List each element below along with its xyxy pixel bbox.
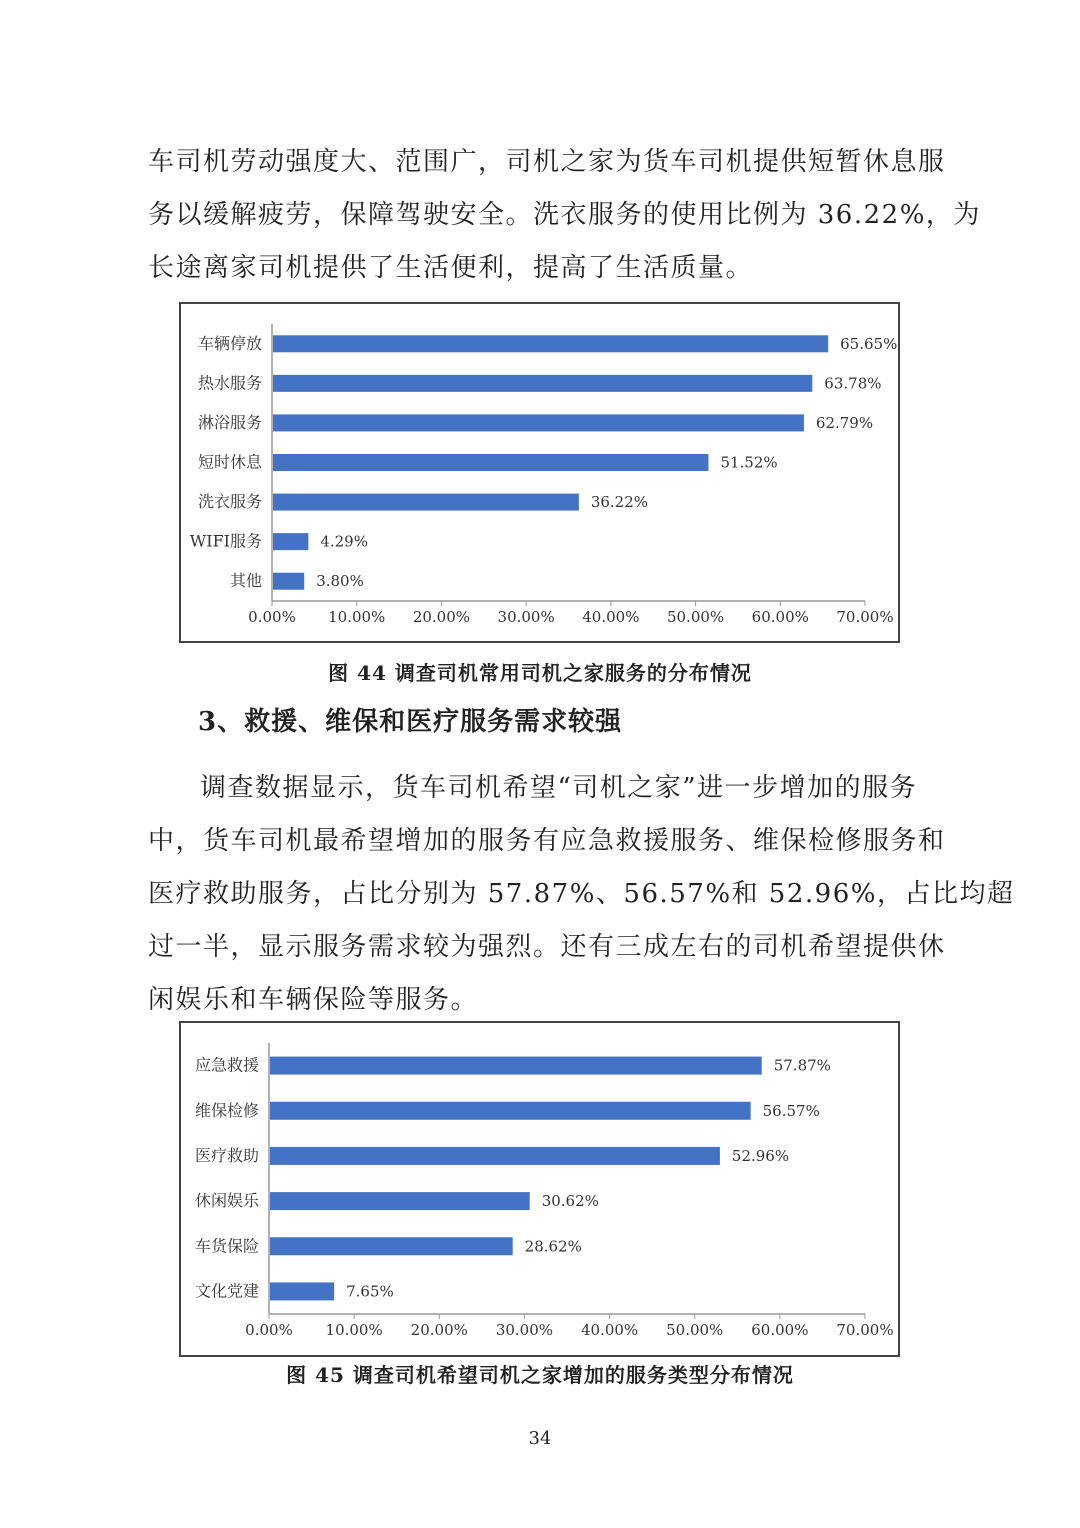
x-tick-label: 50.00% bbox=[666, 1321, 724, 1339]
x-tick-label: 20.00% bbox=[412, 608, 471, 626]
category-label: 文化党建 bbox=[194, 1281, 259, 1301]
x-tick-label: 40.00% bbox=[580, 1321, 639, 1339]
bar bbox=[270, 1192, 530, 1210]
x-tick-label: 60.00% bbox=[751, 1321, 809, 1339]
x-tick-label: 70.00% bbox=[836, 1321, 894, 1339]
paragraph-1-line: 车司机劳动强度大、范围广，司机之家为货车司机提供短暂休息服 bbox=[148, 147, 946, 177]
x-tick-label: 70.00% bbox=[836, 608, 894, 626]
category-label: 休闲娱乐 bbox=[194, 1191, 259, 1211]
x-tick-label: 40.00% bbox=[582, 608, 640, 626]
data-label: 36.22% bbox=[590, 493, 649, 512]
bar bbox=[270, 1102, 751, 1120]
x-tick-label: 0.00% bbox=[245, 1321, 293, 1339]
paragraph-2-line: 中，货车司机最希望增加的服务有应急救援服务、维保检修服务和 bbox=[148, 826, 946, 856]
bar bbox=[273, 375, 812, 392]
figure-44-svg bbox=[181, 304, 898, 641]
data-label: 62.79% bbox=[815, 413, 874, 432]
category-label: 淋浴服务 bbox=[197, 412, 262, 432]
section-heading: 3、救援、维保和医疗服务需求较强 bbox=[198, 707, 623, 737]
data-label: 30.62% bbox=[541, 1192, 599, 1211]
x-tick-label: 0.00% bbox=[248, 608, 296, 626]
x-tick-label: 10.00% bbox=[325, 1321, 383, 1339]
bar bbox=[270, 1237, 513, 1255]
bar bbox=[273, 494, 579, 511]
data-label: 52.96% bbox=[731, 1146, 790, 1165]
paragraph-1 bbox=[148, 136, 981, 295]
bar bbox=[273, 454, 708, 471]
data-label: 57.87% bbox=[773, 1056, 831, 1075]
bar bbox=[270, 1057, 762, 1075]
data-label: 3.80% bbox=[316, 572, 364, 591]
figure-44-caption: 图 44 调查司机常用司机之家服务的分布情况 bbox=[328, 661, 752, 685]
category-label: 洗衣服务 bbox=[197, 492, 262, 512]
paragraph-2-line: 闲娱乐和车辆保险等服务。 bbox=[148, 985, 479, 1015]
category-label: 热水服务 bbox=[197, 373, 262, 393]
bar bbox=[273, 335, 828, 352]
category-label: 车货保险 bbox=[194, 1236, 259, 1256]
data-label: 63.78% bbox=[824, 374, 882, 393]
figure-45-caption: 图 45 调查司机希望司机之家增加的服务类型分布情况 bbox=[286, 1363, 794, 1387]
bar bbox=[273, 573, 304, 590]
category-label: 短时休息 bbox=[197, 452, 262, 472]
data-label: 56.57% bbox=[762, 1101, 820, 1120]
bar bbox=[270, 1147, 720, 1165]
x-tick-label: 50.00% bbox=[666, 608, 725, 626]
paragraph-2-line: 调查数据显示，货车司机希望“司机之家”进一步增加的服务 bbox=[200, 773, 918, 803]
data-label: 51.52% bbox=[720, 453, 778, 472]
x-tick-label: 30.00% bbox=[497, 608, 555, 626]
data-label: 65.65% bbox=[840, 334, 898, 353]
category-label: WIFI服务 bbox=[189, 531, 262, 551]
x-tick-label: 20.00% bbox=[410, 1321, 468, 1339]
figure-44-chart bbox=[179, 302, 900, 643]
bar bbox=[273, 533, 308, 550]
category-label: 车辆停放 bbox=[197, 333, 262, 353]
category-label: 维保检修 bbox=[194, 1100, 259, 1120]
data-label: 7.65% bbox=[346, 1282, 394, 1301]
page-number: 34 bbox=[528, 1428, 552, 1449]
paragraph-1-line: 长途离家司机提供了生活便利，提高了生活质量。 bbox=[148, 253, 754, 283]
bar bbox=[270, 1282, 334, 1300]
category-label: 应急救援 bbox=[194, 1055, 259, 1075]
x-tick-label: 60.00% bbox=[751, 608, 809, 626]
paragraph-2-line: 医疗救助服务，占比分别为 57.87%、56.57%和 52.96%，占比均超 bbox=[148, 879, 1015, 909]
bar bbox=[273, 414, 804, 431]
category-label: 其他 bbox=[229, 571, 262, 591]
paragraph-2-line: 过一半，显示服务需求较为强烈。还有三成左右的司机希望提供休 bbox=[148, 932, 946, 962]
paragraph-1-line: 务以缓解疲劳，保障驾驶安全。洗衣服务的使用比例为 36.22%，为 bbox=[148, 200, 981, 230]
figure-45-chart bbox=[179, 1021, 900, 1357]
paragraph-2 bbox=[148, 762, 1015, 1027]
data-label: 28.62% bbox=[524, 1237, 582, 1256]
data-label: 4.29% bbox=[320, 532, 368, 551]
category-label: 医疗救助 bbox=[194, 1145, 259, 1165]
x-tick-label: 30.00% bbox=[495, 1321, 554, 1339]
x-tick-label: 10.00% bbox=[328, 608, 386, 626]
figure-45-svg bbox=[181, 1023, 898, 1355]
